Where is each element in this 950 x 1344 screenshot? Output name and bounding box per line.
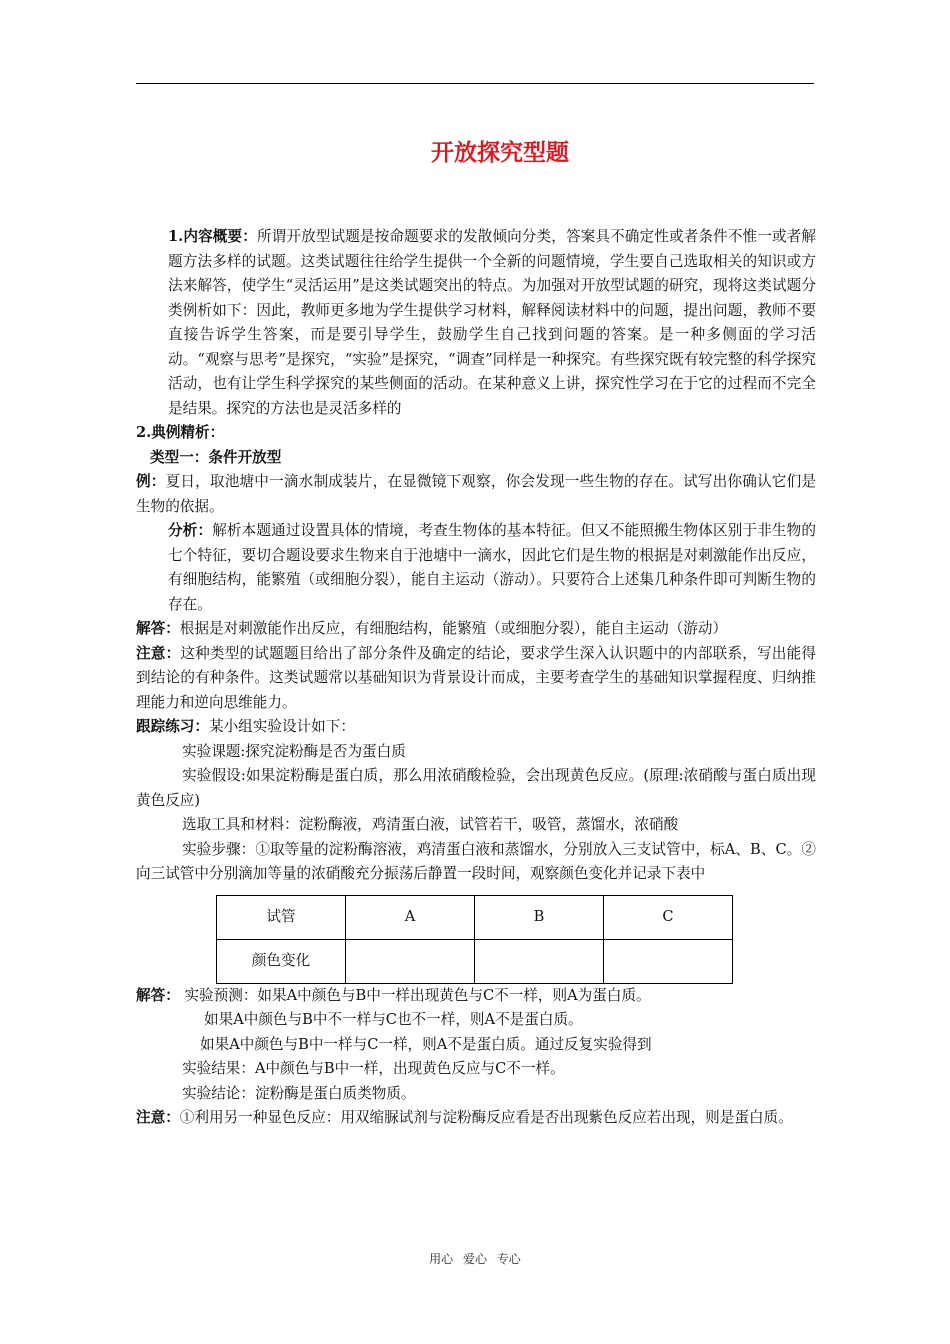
note2-text: ①利用另一种显色反应：用双缩脲试剂与淀粉酶反应看是否出现紫色反应若出现，则是蛋白质。 [179, 1109, 793, 1126]
analysis-label: 分析： [168, 522, 213, 539]
answer2-line2: 如果A中颜色与B中不一样与C也不一样，则A不是蛋白质。 [204, 1011, 583, 1028]
answer-text: 根据是对刺激能作出反应，有细胞结构，能繁殖（或细胞分裂），能自主运动（游动） [179, 620, 728, 637]
section-summary-text: 所谓开放型试题是按命题要求的发散倾向分类，答案具不确定性或者条件不惟一或者解题方法多样的试题。这类试题往往给学生提供一个全新的问题情境，学生要自己选取相关的知识或方法来解答，使学生“灵活运用”是这类试题突出的特点。为加强对开放型试题的研究，现将这类试题分类例析如下：因此，教师更多地为学生提供学习材料，解释阅读材料中的问题，提出问题，教师不要直接告诉学生答案，而是要引导学生，鼓励学生自己找到问题的答案。是一种多侧面的学习活动。“观察与思考”是探究，“实验”是探究，“调查”同样是一种探究。有些探究既有较完整的科学探究活动，也有让学生科学探究的某些侧面的活动。在某种意义上讲，探究性学习在于它的过程而不完全是结果。探究的方法也是灵活多样的 [168, 228, 816, 417]
type-label: 类型一：条件开放型 [150, 448, 282, 466]
note-text: 这种类型的试题题目给出了部分条件及确定的结论，要求学生深入认识题中的内部联系，写出能得到结论的有种条件。这类试题常以基础知识为背景设计而成，主要考查学生的基础知识掌握程度、归纳推理能力和逆向思维能力。 [136, 644, 816, 711]
analysis-text: 解析本题通过设置具体的情境，考查生物体的基本特征。但又不能照搬生物体区别于非生物的七个特征，要切合题设要求生物来自于池塘中一滴水，因此它们是生物的根据是对刺激能作出反应，有细胞结构，能繁殖（或细胞分裂），能自主运动（游动）。只要符合上述集几种条件即可判断生物的存在。 [168, 522, 816, 613]
section-examples-heading [136, 421, 816, 446]
table-header-cell: C [604, 895, 733, 939]
example-text: 夏日，取池塘中一滴水制成装片，在显微镜下观察，你会发现一些生物的存在。试写出你确认它们是生物的依据。 [136, 473, 816, 515]
experiment-steps: 实验步骤：①取等量的淀粉酶溶液，鸡清蛋白液和蒸馏水，分别放入三支试管中，标A、B、C。②向三试管中分别滴加等量的浓硝酸充分振荡后静置一段时间，观察颜色变化并记录下表中 [136, 840, 816, 882]
experiment-conclusion: 实验结论：淀粉酶是蛋白质类物质。 [182, 1084, 416, 1102]
experiment-materials: 选取工具和材料：淀粉酶液，鸡清蛋白液，试管若干，吸管，蒸馏水，浓硝酸 [182, 816, 679, 833]
table-cell [346, 939, 475, 983]
result-table [216, 895, 733, 984]
practice-label: 跟踪练习： [136, 718, 209, 735]
answer2-paragraph [136, 984, 816, 1009]
table-row-label: 颜色变化 [217, 939, 346, 983]
experiment-result: 实验结果：A中颜色与B中一样，出现黄色反应与C不一样。 [182, 1060, 565, 1077]
table-header-cell: A [346, 895, 475, 939]
experiment-topic: 实验课题:探究淀粉酶是否为蛋白质 [182, 742, 406, 760]
note-paragraph [136, 642, 816, 716]
document-body [136, 225, 816, 1131]
note2-paragraph [136, 1106, 816, 1131]
answer2-label: 解答： [136, 986, 180, 1004]
table-header-cell: 试管 [217, 895, 346, 939]
section-summary [136, 225, 816, 421]
note2-label: 注意： [136, 1109, 180, 1126]
table-header-cell: B [475, 895, 604, 939]
experiment-hypothesis: 实验假设:如果淀粉酶是蛋白质，那么用浓硝酸检验，会出现黄色反应。(原理:浓硝酸与蛋白质出现黄色反应) [136, 767, 816, 809]
page-title: 开放探究型题 [431, 140, 569, 166]
example-paragraph [136, 470, 816, 519]
practice-paragraph [136, 715, 816, 740]
table-cell [475, 939, 604, 983]
section-examples-label: 2.典例精析： [136, 424, 225, 441]
example-label: 例： [136, 473, 166, 490]
answer2-line1: 实验预测：如果A中颜色与B中一样出现黄色与C不一样，则A为蛋白质。 [184, 986, 651, 1004]
practice-text: 某小组实验设计如下： [208, 718, 355, 735]
table-cell [604, 939, 733, 983]
table-row [217, 939, 733, 983]
answer-label: 解答： [136, 620, 180, 637]
type-heading [136, 446, 816, 471]
analysis-paragraph [136, 519, 816, 617]
section-summary-label: 1.内容概要： [168, 228, 257, 245]
header-rule [136, 83, 814, 84]
answer-paragraph [136, 617, 816, 642]
table-header-row [217, 895, 733, 939]
answer2-line3: 如果A中颜色与B中一样与C一样，则A不是蛋白质。通过反复实验得到 [200, 1035, 652, 1053]
page-footer: 用心 爱心 专心 [429, 1252, 521, 1266]
note-label: 注意： [136, 644, 181, 662]
